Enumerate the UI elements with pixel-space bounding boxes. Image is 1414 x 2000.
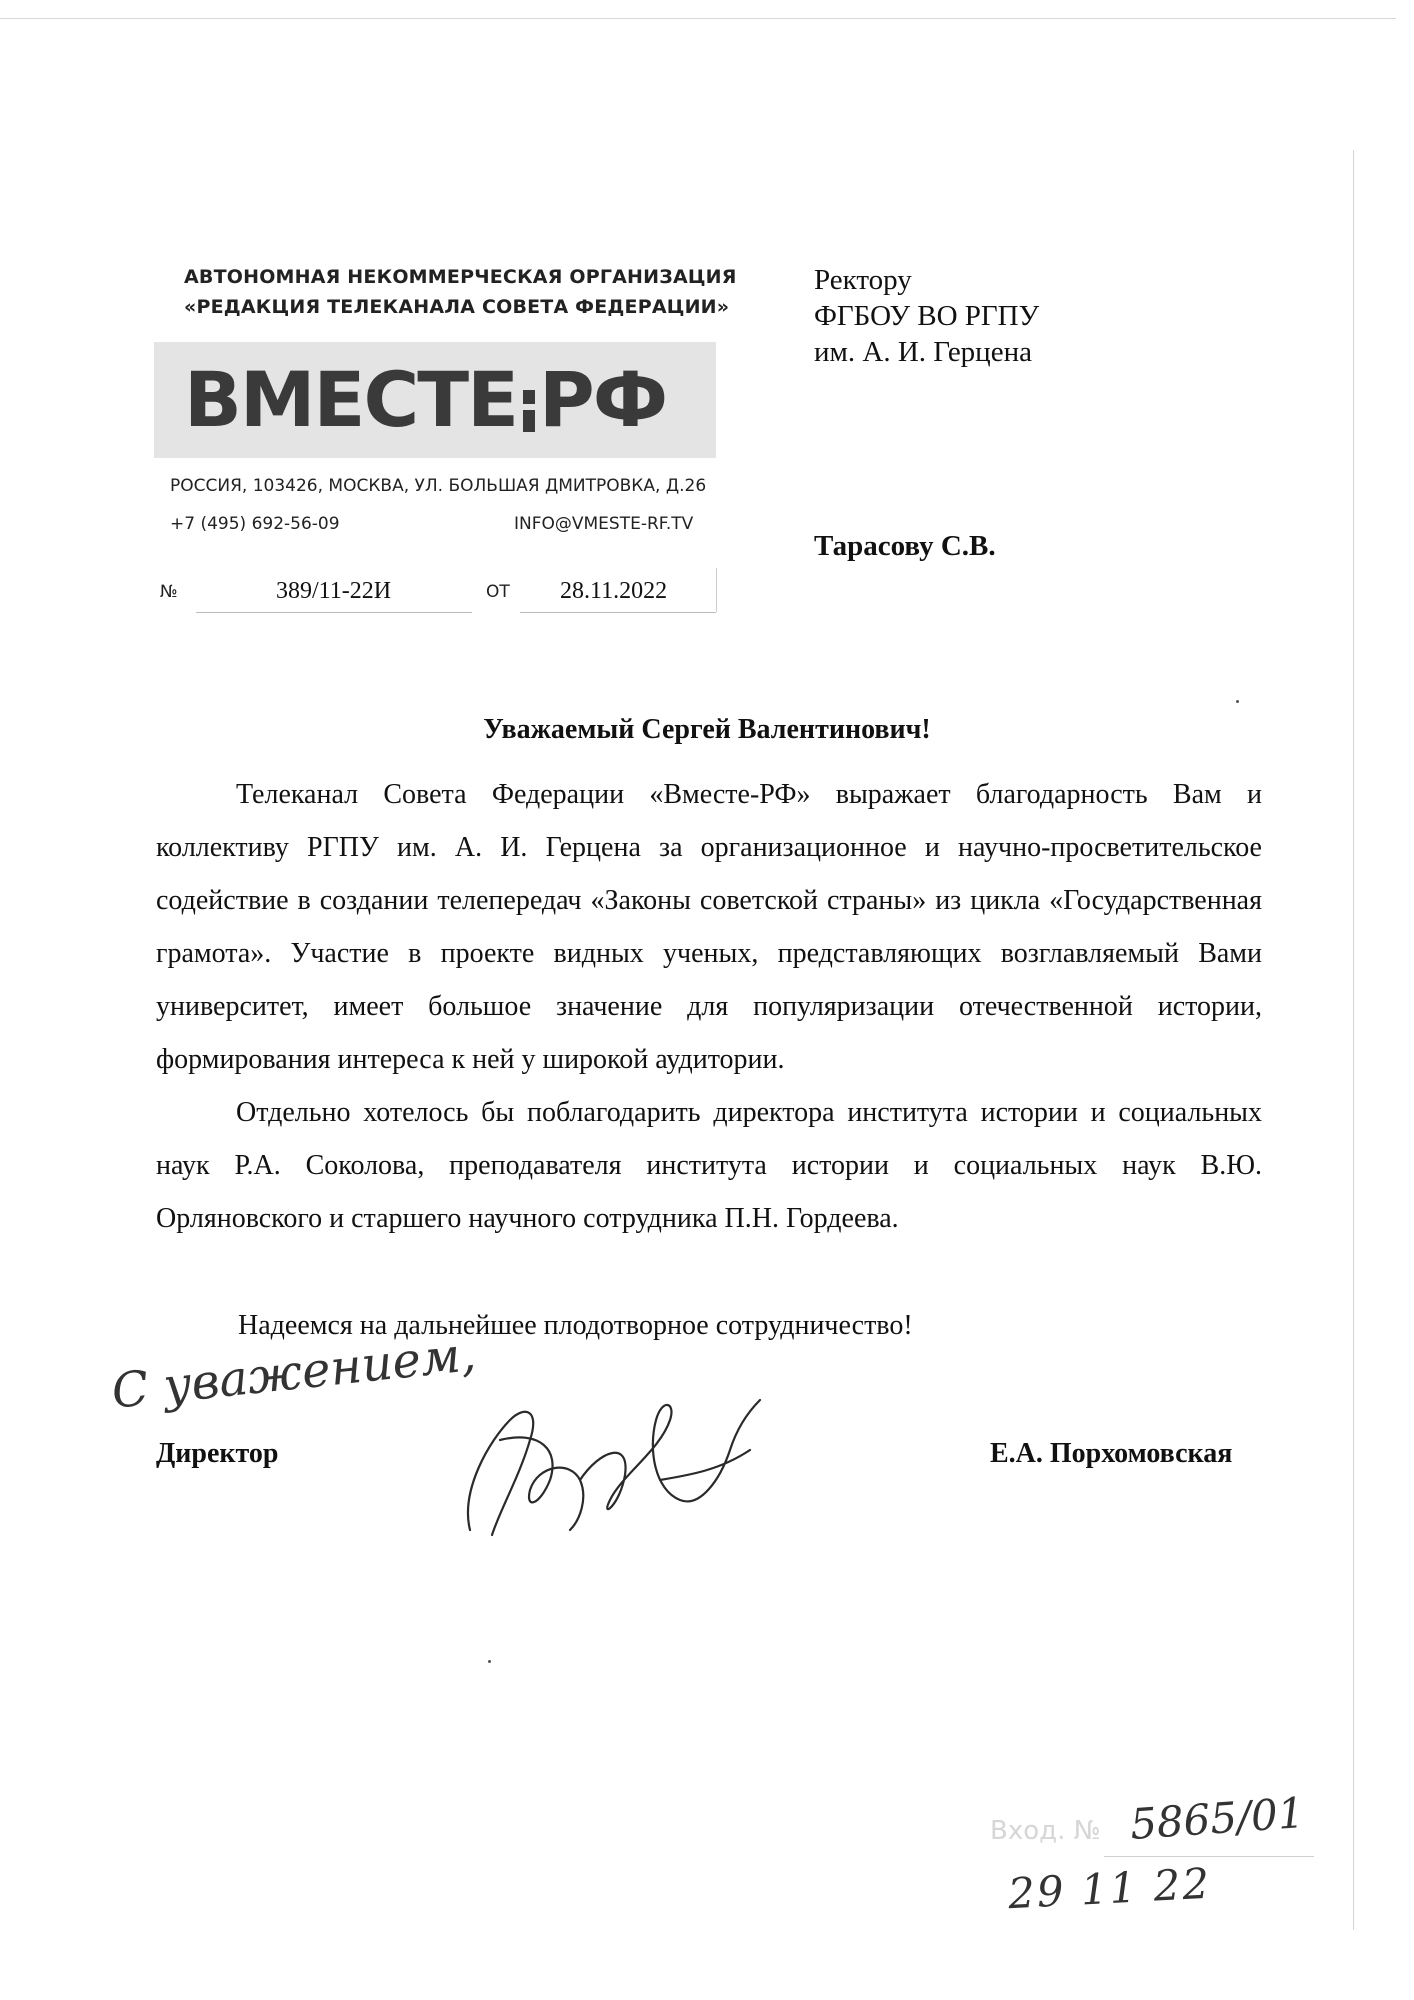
reg-number-underline xyxy=(196,612,472,613)
recipient-block xyxy=(814,262,1039,370)
greeting: Уважаемый Сергей Валентинович! xyxy=(483,714,931,745)
organization-phone: +7 (495) 692-56-09 xyxy=(170,514,340,534)
logo-wordmark xyxy=(184,356,666,444)
organization-line-1: АВТОНОМНАЯ НЕКОММЕРЧЕСКАЯ ОРГАНИЗАЦИЯ xyxy=(184,266,737,288)
logo-word-left: ВМЕСТЕ xyxy=(184,355,518,444)
organization-email: INFO@VMESTE-RF.TV xyxy=(514,514,694,534)
scan-speck xyxy=(1236,700,1239,703)
date-field-edge xyxy=(716,568,717,612)
signer-name: Е.А. Порхомовская xyxy=(990,1438,1233,1469)
recipient-name: Тарасову С.В. xyxy=(814,530,996,562)
letter-date: 28.11.2022 xyxy=(560,578,668,604)
logo xyxy=(154,342,716,458)
reg-number: 389/11-22И xyxy=(276,578,392,604)
date-label: ОТ xyxy=(486,582,510,602)
body-paragraph-1: Телеканал Совета Федерации «Вместе-РФ» выражает благодарность Вам и коллективу РГПУ им. А. И. Герцена за организационное и научно-просветительское содействие в создании телепередач «Законы советской страны» из цикла «Государственная грамота». Участие в проекте видных ученых, представляющих возглавляемый Вами университет, имеет большое значение для популяризации отечественной истории, формирования интереса к ней у широкой аудитории. xyxy=(156,779,1262,1075)
recipient-line-3: им. А. И. Герцена xyxy=(814,336,1032,368)
letter-body xyxy=(156,768,1262,1245)
incoming-number: 5865/01 xyxy=(1128,1787,1306,1850)
incoming-stamp-label: Вход. № xyxy=(990,1816,1101,1846)
scan-edge-right xyxy=(1353,150,1354,1930)
closing-line: Надеемся на дальнейшее плодотворное сотрудничество! xyxy=(238,1310,913,1341)
recipient-line-1: Ректору xyxy=(814,264,912,296)
signature-icon xyxy=(430,1380,790,1550)
scan-speck xyxy=(488,1660,491,1663)
organization-address: РОССИЯ, 103426, МОСКВА, УЛ. БОЛЬШАЯ ДМИТРОВКА, Д.26 xyxy=(170,476,707,496)
handwritten-regards: С уважением, xyxy=(109,1325,479,1420)
organization-line-2: «РЕДАКЦИЯ ТЕЛЕКАНАЛА СОВЕТА ФЕДЕРАЦИИ» xyxy=(184,296,730,318)
reg-number-label: № xyxy=(160,582,178,602)
incoming-stamp-underline xyxy=(1104,1856,1314,1857)
date-underline xyxy=(520,612,716,613)
body-paragraph-2: Отдельно хотелось бы поблагодарить директора института истории и социальных наук Р.А. Соколова, преподавателя института истории и социальных наук В.Ю. Орляновского и старшего научного сотрудника П.Н. Гордеева. xyxy=(156,1097,1262,1234)
organization-name xyxy=(184,262,737,322)
scan-edge-top xyxy=(0,18,1396,19)
logo-separator-icon xyxy=(523,370,535,432)
logo-word-right: РФ xyxy=(539,355,667,444)
recipient-line-2: ФГБОУ ВО РГПУ xyxy=(814,300,1040,332)
incoming-date: 29 11 22 xyxy=(1006,1858,1213,1919)
signer-position: Директор xyxy=(156,1438,279,1469)
